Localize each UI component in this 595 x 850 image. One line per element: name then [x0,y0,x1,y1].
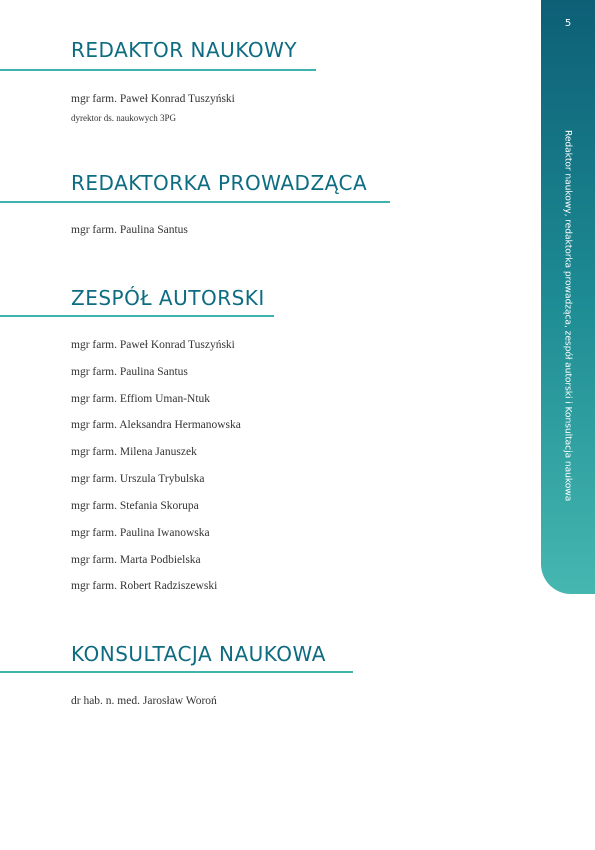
page-number: 5 [564,18,572,29]
author-name: mgr farm. Marta Podbielska [71,554,201,566]
author-name: mgr farm. Paulina Iwanowska [71,527,210,539]
section-divider [0,201,390,203]
section-divider [0,671,353,673]
author-name: mgr farm. Stefania Skorupa [71,500,199,512]
author-name: mgr farm. Effiom Uman-Ntuk [71,393,211,405]
section-divider [0,315,274,317]
side-tab-label: Redaktor naukowy, redaktorka prowadząca, zespół autorski i Konsultacja naukowa [562,130,574,502]
author-name: mgr farm. Milena Januszek [71,446,197,458]
section-title-authors: ZESPÓŁ AUTORSKI [71,286,265,310]
editor-role: dyrektor ds. naukowych 3PG [71,113,176,123]
section-title-consultation: KONSULTACJA NAUKOWA [71,642,326,666]
managing-editor-name: mgr farm. Paulina Santus [71,224,188,236]
author-name: mgr farm. Robert Radziszewski [71,580,218,592]
section-title-editor: REDAKTOR NAUKOWY [71,38,298,62]
consultant-name: dr hab. n. med. Jarosław Woroń [71,695,217,707]
section-divider [0,69,316,71]
author-name: mgr farm. Urszula Trybulska [71,473,205,485]
editor-name: mgr farm. Paweł Konrad Tuszyński [71,93,235,105]
section-title-managing-editor: REDAKTORKA PROWADZĄCA [71,171,368,195]
author-name: mgr farm. Aleksandra Hermanowska [71,419,241,431]
author-name: mgr farm. Paulina Santus [71,366,188,378]
author-name: mgr farm. Paweł Konrad Tuszyński [71,339,235,351]
